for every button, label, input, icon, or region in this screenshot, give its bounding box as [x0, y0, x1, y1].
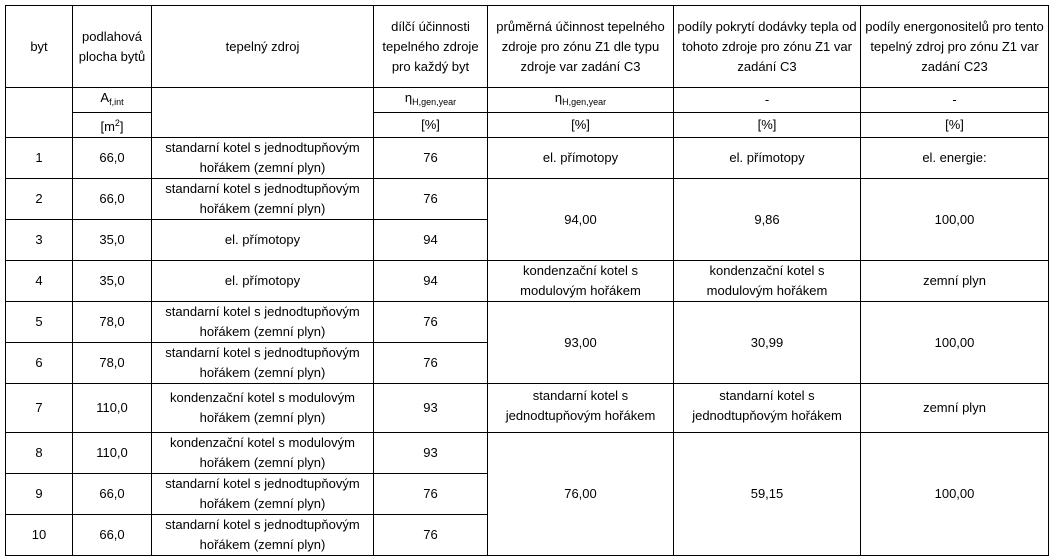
header-source: tepelný zdroj [152, 6, 374, 88]
header-byt: byt [6, 6, 73, 88]
cell-byt: 5 [6, 302, 73, 343]
table-row [6, 384, 1049, 433]
cell-byt: 10 [6, 515, 73, 556]
group-share-label: standarní kotel s jednodtupňovým hořákem [674, 384, 861, 433]
group-avg-label: kondenzační kotel s modulovým hořákem [488, 261, 674, 302]
header-average-efficiency: průměrná účinnost tepelného zdroje pro zónu Z1 dle typu zdroje var zadání C3 [488, 6, 674, 88]
eta-symbol: $\eta_{H,gen,year}$ [374, 88, 488, 113]
cell-source: el. přímotopy [152, 220, 374, 261]
group-avg-value: 76,00 [488, 433, 674, 556]
cell-source: standarní kotel s jednodtupňovým hořákem (zemní plyn) [152, 138, 374, 179]
cell-area: 78,0 [73, 343, 152, 384]
header-source-cont2 [152, 113, 374, 138]
cell-source: el. přímotopy [152, 261, 374, 302]
cell-byt: 1 [6, 138, 73, 179]
group-energy-value: 100,00 [861, 302, 1049, 384]
cell-eff: 76 [374, 515, 488, 556]
header-area: podlahová plocha bytů [73, 6, 152, 88]
cell-byt: 2 [6, 179, 73, 220]
table-row [6, 433, 1049, 474]
table-row [6, 138, 1049, 179]
group-energy-label: el. energie: [861, 138, 1049, 179]
cell-byt: 4 [6, 261, 73, 302]
unit-share: [%] [674, 113, 861, 138]
area-symbol: $A_{f,int}$ [73, 88, 152, 113]
cell-eff: 76 [374, 179, 488, 220]
cell-eff: 76 [374, 343, 488, 384]
eta-symbol-avg: $\eta_{H,gen,year}$ [488, 88, 674, 113]
cell-eff: 76 [374, 474, 488, 515]
group-share-value: 30,99 [674, 302, 861, 384]
cell-area: 110,0 [73, 384, 152, 433]
cell-source: standarní kotel s jednodtupňovým hořákem (zemní plyn) [152, 515, 374, 556]
unit-eff: [%] [374, 113, 488, 138]
header-coverage-share: podíly pokrytí dodávky tepla od tohoto zdroje pro zónu Z1 var zadání C3 [674, 6, 861, 88]
header-byt-cont2 [6, 113, 73, 138]
unit-energy: [%] [861, 113, 1049, 138]
group-avg-value: 94,00 [488, 179, 674, 261]
cell-area: 35,0 [73, 220, 152, 261]
cell-area: 66,0 [73, 179, 152, 220]
cell-byt: 7 [6, 384, 73, 433]
cell-source: standarní kotel s jednodtupňovým hořákem (zemní plyn) [152, 179, 374, 220]
heat-source-table [5, 5, 1049, 556]
cell-byt: 9 [6, 474, 73, 515]
group-share-value: 59,15 [674, 433, 861, 556]
cell-source: standarní kotel s jednodtupňovým hořákem (zemní plyn) [152, 302, 374, 343]
cell-eff: 94 [374, 220, 488, 261]
cell-byt: 3 [6, 220, 73, 261]
cell-area: 78,0 [73, 302, 152, 343]
table-row [6, 261, 1049, 302]
cell-byt: 6 [6, 343, 73, 384]
group-energy-value: 100,00 [861, 179, 1049, 261]
group-avg-label: el. přímotopy [488, 138, 674, 179]
cell-source: standarní kotel s jednodtupňovým hořákem (zemní plyn) [152, 343, 374, 384]
unit-avg: [%] [488, 113, 674, 138]
header-energy-carrier-share: podíly energonositelů pro tento tepelný zdroj pro zónu Z1 var zadání C23 [861, 6, 1049, 88]
cell-source: standarní kotel s jednodtupňovým hořákem (zemní plyn) [152, 474, 374, 515]
cell-eff: 93 [374, 433, 488, 474]
cell-area: 66,0 [73, 474, 152, 515]
group-energy-label: zemní plyn [861, 261, 1049, 302]
header-byt-cont [6, 88, 73, 113]
cell-area: 35,0 [73, 261, 152, 302]
table-row [6, 302, 1049, 343]
cell-area: 110,0 [73, 433, 152, 474]
cell-source: kondenzační kotel s modulovým hořákem (zemní plyn) [152, 433, 374, 474]
area-unit: $[m^2]$ [73, 113, 152, 138]
group-avg-label: standarní kotel s jednodtupňovým hořákem [488, 384, 674, 433]
cell-byt: 8 [6, 433, 73, 474]
group-avg-value: 93,00 [488, 302, 674, 384]
cell-eff: 76 [374, 302, 488, 343]
dash-share: - [674, 88, 861, 113]
cell-source: kondenzační kotel s modulovým hořákem (zemní plyn) [152, 384, 374, 433]
table-row [6, 179, 1049, 220]
cell-eff: 76 [374, 138, 488, 179]
header-source-cont [152, 88, 374, 113]
cell-area: 66,0 [73, 515, 152, 556]
group-share-label: el. přímotopy [674, 138, 861, 179]
cell-eff: 93 [374, 384, 488, 433]
group-energy-label: zemní plyn [861, 384, 1049, 433]
dash-energy: - [861, 88, 1049, 113]
group-energy-value: 100,00 [861, 433, 1049, 556]
header-efficiency: dílčí účinnosti tepelného zdroje pro každý byt [374, 6, 488, 88]
group-share-label: kondenzační kotel s modulovým hořákem [674, 261, 861, 302]
cell-eff: 94 [374, 261, 488, 302]
group-share-value: 9,86 [674, 179, 861, 261]
cell-area: 66,0 [73, 138, 152, 179]
